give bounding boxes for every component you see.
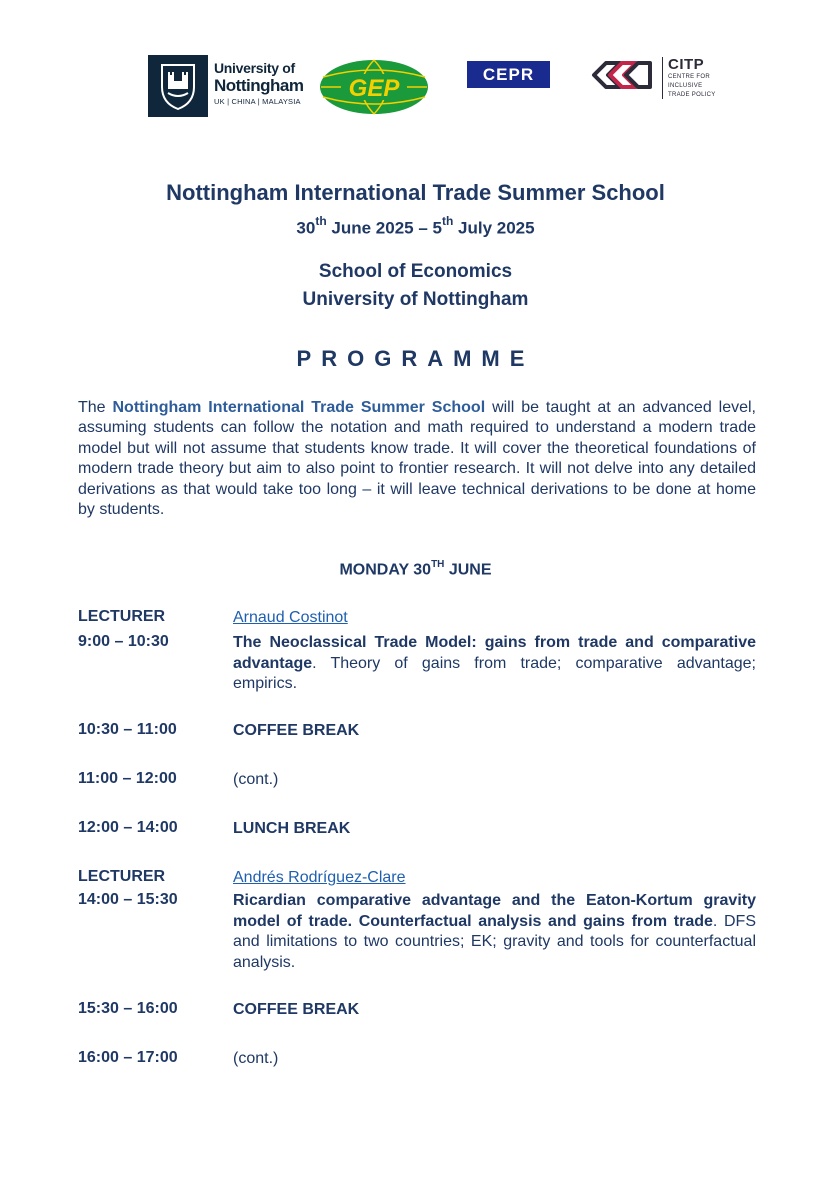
date-start-rest: June 2025 – 5: [326, 218, 442, 238]
university-name: University of Nottingham: [302, 289, 529, 310]
date-end-rest: July 2025: [453, 218, 535, 238]
uon-logo-line1: University of: [214, 60, 295, 76]
time-slot: 15:30 – 16:00: [78, 1000, 178, 1017]
session-details: . DFS and limitations to two countries; EK; gravity and tools for counterfactual analysis.: [233, 912, 756, 971]
session-description: [233, 633, 756, 695]
citp-name: CITP: [668, 56, 705, 73]
event-dates: [0, 216, 831, 239]
session-continued: (cont.): [233, 771, 279, 788]
uon-logo-line3: UK | CHINA | MALAYSIA: [214, 97, 301, 106]
day-month: JUNE: [444, 561, 492, 579]
intro-paragraph: [78, 398, 756, 520]
citp-sub-1: CENTRE FOR: [668, 74, 710, 80]
session-details: . Theory of gains from trade; comparative advantage; empirics.: [233, 654, 756, 692]
intro-lead: The: [78, 399, 113, 416]
day-label: MONDAY 30: [339, 561, 432, 579]
time-slot: 9:00 – 10:30: [78, 633, 169, 650]
intro-rest: will be taught at an advanced level, assuming students can follow the notation and math required to understand a modern trade model but will not assume that students know trade. It will cover the theoretical foundations of modern trade theory but aim to also point to frontier research. It will not delve into any detailed derivations as that would take too long – it will leave technical derivations to be done at home by students.: [78, 399, 757, 519]
break-label: COFFEE BREAK: [233, 722, 360, 739]
time-slot: 12:00 – 14:00: [78, 819, 178, 836]
time-slot: 14:00 – 15:30: [78, 891, 178, 908]
break-label: COFFEE BREAK: [233, 1001, 360, 1018]
gep-logo: [319, 59, 429, 120]
lecturer-label: LECTURER: [78, 868, 166, 885]
intro-bold: Nottingham International Trade Summer School: [112, 399, 486, 416]
castle-crest-icon: [148, 55, 208, 117]
date-start-day: 30: [296, 218, 316, 238]
school-name: School of Economics: [318, 261, 513, 282]
page-title: Nottingham International Trade Summer School: [166, 180, 665, 205]
university-of-nottingham-logo: [148, 55, 303, 117]
time-slot: 16:00 – 17:00: [78, 1049, 178, 1066]
lecturer-link-rodriguez-clare[interactable]: Andrés Rodríguez-Clare: [233, 869, 406, 886]
citp-chain-icon: [590, 57, 656, 93]
session-description: [233, 891, 756, 973]
uon-logo-line2: Nottingham: [214, 76, 304, 95]
session-title: The Neoclassical Trade Model: gains from trade and comparative advantage: [233, 634, 756, 672]
break-label: LUNCH BREAK: [233, 820, 351, 837]
lecturer-label: LECTURER: [78, 608, 166, 625]
logo-bar: [0, 55, 831, 117]
citp-logo: [590, 57, 716, 99]
date-end-sup: th: [441, 214, 454, 228]
time-slot: 10:30 – 11:00: [78, 721, 177, 738]
citp-sub-2: INCLUSIVE: [668, 83, 703, 89]
session-continued: (cont.): [233, 1050, 279, 1067]
day-heading: [0, 560, 831, 579]
day-sup: TH: [431, 559, 445, 570]
cepr-logo: CEPR: [467, 61, 550, 88]
citp-sub-3: TRADE POLICY: [668, 92, 716, 98]
gep-logo-text: GEP: [348, 75, 400, 102]
lecturer-link-costinot[interactable]: Arnaud Costinot: [233, 609, 348, 626]
time-slot: 11:00 – 12:00: [78, 770, 177, 787]
date-start-sup: th: [315, 214, 327, 228]
session-title: Ricardian comparative advantage and the Eaton-Kortum gravity model of trade. Counterfactual analysis and gains from trade: [233, 892, 756, 930]
programme-heading: PROGRAMME: [296, 346, 535, 371]
